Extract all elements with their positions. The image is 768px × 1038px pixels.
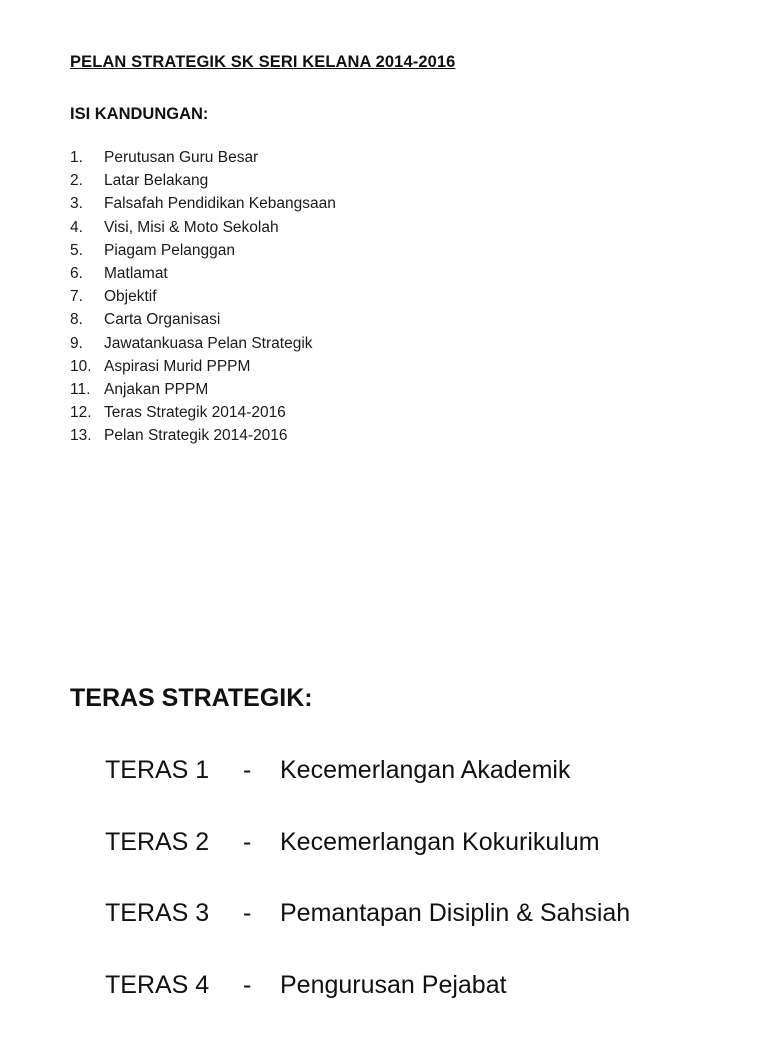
toc-item bbox=[70, 402, 336, 425]
toc-item-label: Teras Strategik 2014-2016 bbox=[104, 404, 286, 421]
teras-label: Kecemerlangan Akademik bbox=[280, 756, 570, 784]
toc-item bbox=[70, 333, 336, 356]
toc-item-label: Latar Belakang bbox=[104, 172, 208, 189]
toc-item-label: Jawatankuasa Pelan Strategik bbox=[104, 335, 313, 352]
toc-item bbox=[70, 356, 336, 379]
toc-item bbox=[70, 286, 336, 309]
toc-item-number: 13. bbox=[70, 425, 104, 446]
toc-item-number: 7. bbox=[70, 286, 104, 307]
teras-row bbox=[105, 967, 630, 1038]
toc-item bbox=[70, 263, 336, 286]
toc-item-number: 1. bbox=[70, 147, 104, 168]
teras-label: Pengurusan Pejabat bbox=[280, 971, 507, 999]
toc-item-number: 3. bbox=[70, 193, 104, 214]
teras-code: TERAS 1 bbox=[105, 752, 243, 788]
document-title: PELAN STRATEGIK SK SERI KELANA 2014-2016 bbox=[70, 53, 455, 72]
teras-heading: TERAS STRATEGIK: bbox=[70, 684, 313, 713]
toc-item-number: 6. bbox=[70, 263, 104, 284]
toc-item-number: 2. bbox=[70, 170, 104, 191]
toc-item bbox=[70, 170, 336, 193]
toc-item-label: Perutusan Guru Besar bbox=[104, 149, 258, 166]
toc-item-label: Aspirasi Murid PPPM bbox=[104, 358, 250, 375]
toc-item-number: 11. bbox=[70, 379, 104, 400]
toc-item bbox=[70, 425, 336, 448]
toc-item-label: Objektif bbox=[104, 288, 157, 305]
toc-item bbox=[70, 217, 336, 240]
teras-dash: - bbox=[243, 967, 280, 1003]
toc-item bbox=[70, 240, 336, 263]
toc-heading: ISI KANDUNGAN: bbox=[70, 105, 208, 124]
teras-row bbox=[105, 895, 630, 967]
teras-list bbox=[105, 752, 630, 1038]
toc-item bbox=[70, 147, 336, 170]
teras-code: TERAS 3 bbox=[105, 895, 243, 931]
toc-item bbox=[70, 379, 336, 402]
teras-dash: - bbox=[243, 752, 280, 788]
toc-item-label: Pelan Strategik 2014-2016 bbox=[104, 427, 288, 444]
toc-item bbox=[70, 193, 336, 216]
toc-item-label: Piagam Pelanggan bbox=[104, 242, 235, 259]
toc-item-number: 9. bbox=[70, 333, 104, 354]
toc-item-label: Falsafah Pendidikan Kebangsaan bbox=[104, 195, 336, 212]
toc-item-number: 4. bbox=[70, 217, 104, 238]
teras-dash: - bbox=[243, 824, 280, 860]
toc-item-label: Anjakan PPPM bbox=[104, 381, 208, 398]
toc-item-number: 10. bbox=[70, 356, 104, 377]
toc-item-number: 5. bbox=[70, 240, 104, 261]
toc-item-number: 12. bbox=[70, 402, 104, 423]
toc-list bbox=[70, 147, 336, 448]
teras-row bbox=[105, 824, 630, 896]
teras-dash: - bbox=[243, 895, 280, 931]
teras-row bbox=[105, 752, 630, 824]
teras-code: TERAS 2 bbox=[105, 824, 243, 860]
toc-item-label: Visi, Misi & Moto Sekolah bbox=[104, 219, 279, 236]
toc-item-number: 8. bbox=[70, 309, 104, 330]
teras-label: Pemantapan Disiplin & Sahsiah bbox=[280, 899, 630, 927]
teras-label: Kecemerlangan Kokurikulum bbox=[280, 828, 600, 856]
toc-item-label: Matlamat bbox=[104, 265, 168, 282]
teras-code: TERAS 4 bbox=[105, 967, 243, 1003]
toc-item-label: Carta Organisasi bbox=[104, 311, 220, 328]
toc-item bbox=[70, 309, 336, 332]
